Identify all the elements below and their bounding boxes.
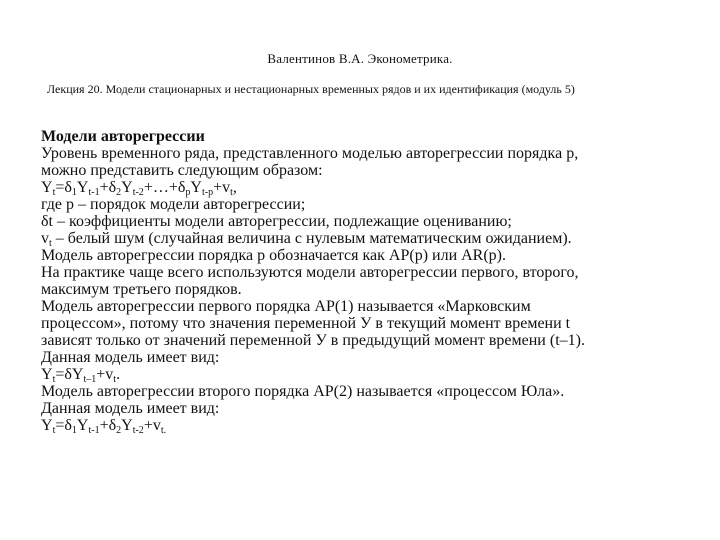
text-line: зависят только от значений переменной У в предыдущий момент времени (t–1).	[41, 332, 585, 349]
document-header-title: Валентинов В.А. Эконометрика.	[267, 51, 453, 66]
text-line: можно представить следующим образом:	[41, 162, 323, 179]
lecture-subtitle: Лекция 20. Модели стационарных и нестационарных временных рядов и их идентификация (модуль 5)	[47, 82, 575, 96]
text-line: Модель авторегрессии порядка p обозначается как AP(p) или AR(p).	[41, 247, 507, 264]
formula-ar-1: $Y_t=\delta Y_{t-1}+v_t$.	[41, 366, 121, 385]
text-line: Модель авторегрессии второго порядка AP(2) называется «процессом Юла».	[41, 383, 565, 400]
text-line: Данная модель имеет вид:	[41, 400, 220, 417]
text-line: Модель авторегрессии первого порядка AP(1) называется «Марковским	[41, 298, 531, 315]
text-line: Данная модель имеет вид:	[41, 349, 220, 366]
text-line: δt – коэффициенты модели авторегрессии, подлежащие оцениванию;	[41, 213, 512, 230]
text-line: Уровень временного ряда, представленного моделью авторегрессии порядка p,	[41, 145, 579, 162]
section-heading: Модели авторегрессии	[41, 128, 205, 145]
text-line: где p – порядок модели авторегрессии;	[41, 196, 306, 213]
formula-ar-2: $Y_t=\delta_1Y_{t-1}+\delta_2Y_{t-2}+v_{t.}$	[41, 417, 167, 436]
text-line: На практике чаще всего используются модели авторегрессии первого, второго,	[41, 264, 579, 281]
text-line: процессом», потому что значения переменной У в текущий момент времени t	[41, 315, 571, 332]
formula-ar-p: $Y_t=\delta_1Y_{t-1}+\delta_2Y_{t-2}+\dots+\delta_pY_{t-p}+v_t$,	[41, 179, 237, 198]
lecture-body	[41, 128, 701, 434]
text-line: максимум третьего порядков.	[41, 281, 242, 298]
text-line: $v_t$ – белый шум (случайная величина с нулевым математическим ожиданием).	[41, 230, 572, 249]
